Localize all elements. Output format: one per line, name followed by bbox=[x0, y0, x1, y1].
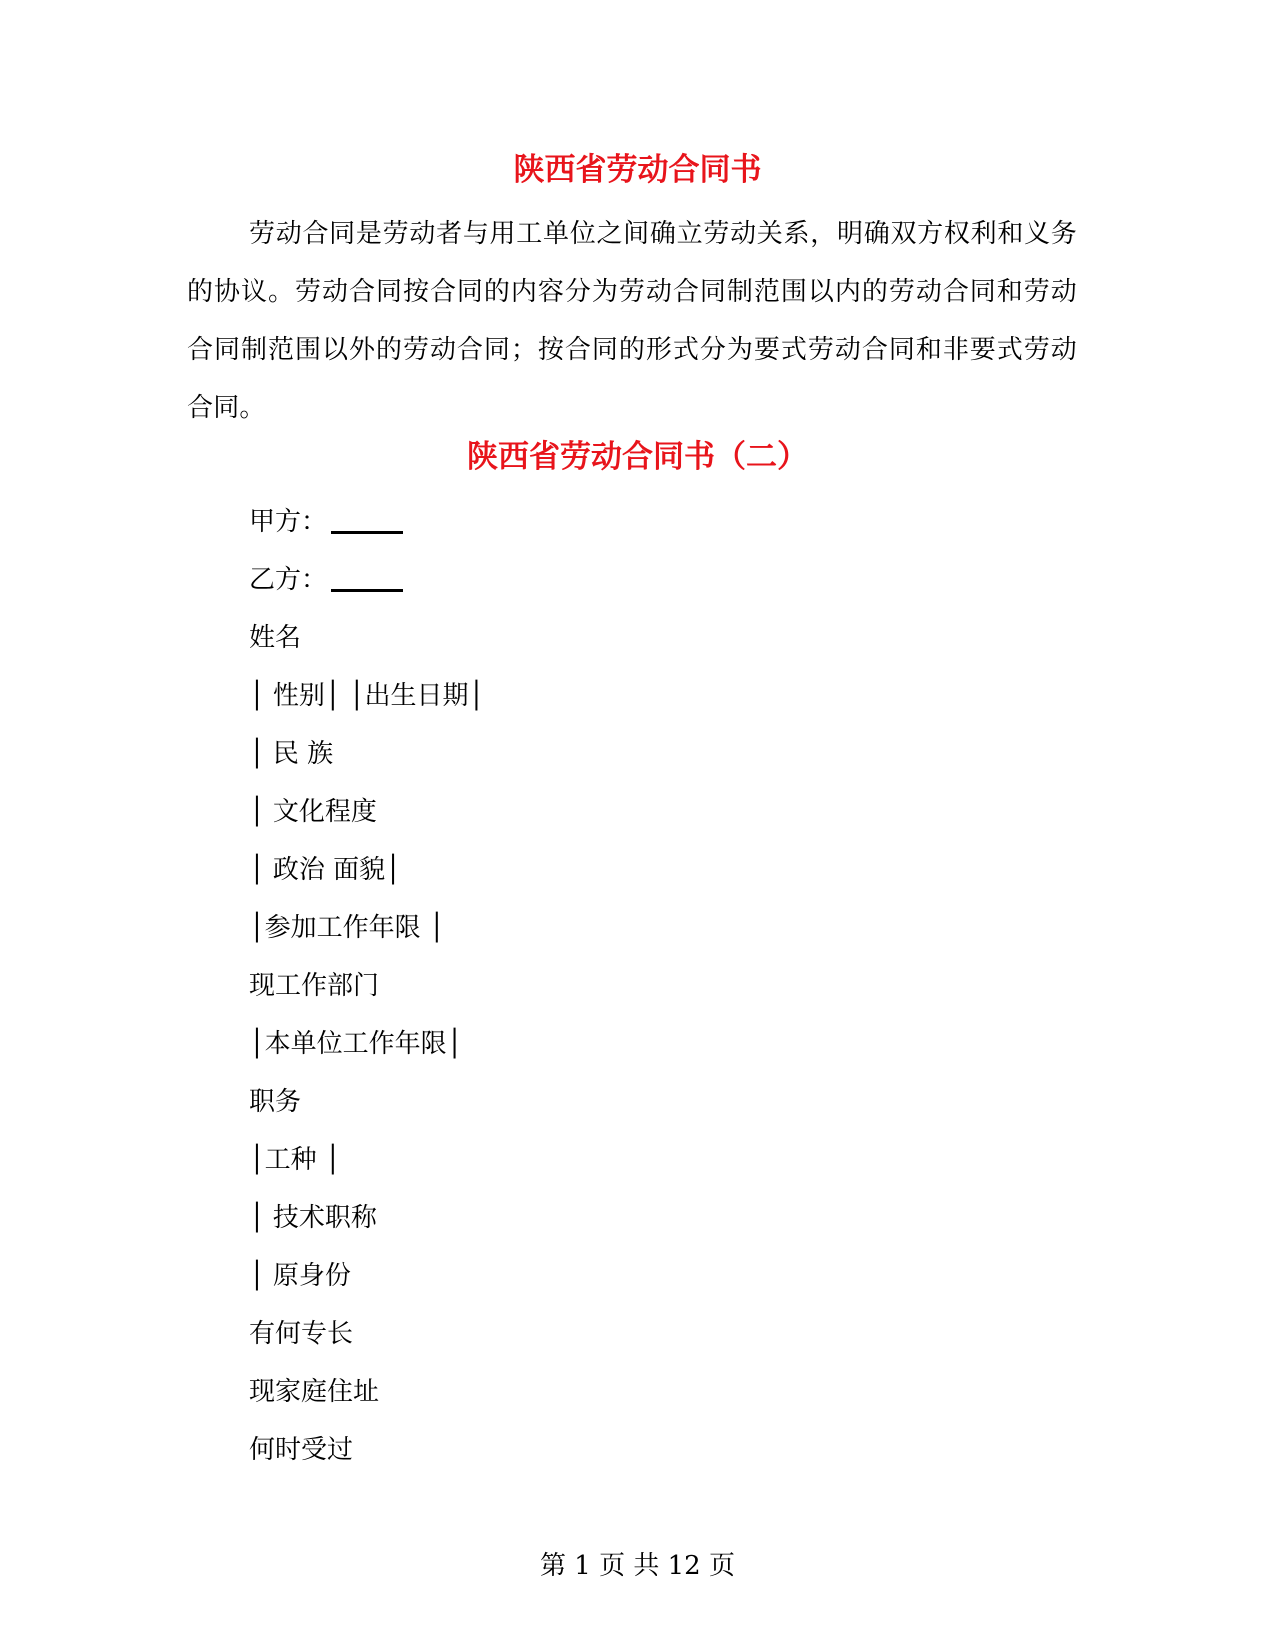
field-home-address: 现家庭住址 bbox=[249, 1377, 380, 1407]
party-b-label: 乙方： bbox=[249, 565, 328, 595]
field-political-status: │ 政治 面貌│ bbox=[249, 855, 401, 885]
field-years-working: │参加工作年限 │ bbox=[249, 913, 445, 943]
field-years-at-unit: │本单位工作年限│ bbox=[249, 1029, 463, 1059]
field-job-type: │工种 │ bbox=[249, 1145, 341, 1175]
form-fields bbox=[249, 493, 484, 1479]
party-a-row bbox=[249, 493, 484, 551]
party-b-row bbox=[249, 551, 484, 609]
field-position: 职务 bbox=[249, 1087, 302, 1117]
party-a-label: 甲方： bbox=[249, 507, 328, 537]
field-gender-birthdate: │ 性别│ │出生日期│ bbox=[249, 681, 485, 711]
party-a-blank bbox=[331, 505, 403, 534]
field-when-received: 何时受过 bbox=[249, 1435, 354, 1465]
field-name: 姓名 bbox=[249, 623, 302, 653]
field-ethnicity: │ 民 族 bbox=[249, 739, 334, 769]
document-subtitle: 陕西省劳动合同书（二） bbox=[467, 439, 808, 475]
field-technical-title: │ 技术职称 bbox=[249, 1203, 377, 1233]
field-current-department: 现工作部门 bbox=[249, 971, 380, 1001]
party-b-blank bbox=[331, 563, 403, 592]
document-title: 陕西省劳动合同书 bbox=[513, 152, 762, 188]
page-footer: 第 1 页 共 12 页 bbox=[540, 1551, 735, 1581]
intro-paragraph: 劳动合同是劳动者与用工单位之间确立劳动关系，明确双方权利和义务的协议。劳动合同按合同的内容分为劳动合同制范围以内的劳动合同和劳动合同制范围以外的劳动合同；按合同的形式分为要式劳动合同和非要式劳动合同。 bbox=[187, 219, 1077, 423]
field-education: │ 文化程度 bbox=[249, 797, 377, 827]
field-specialty: 有何专长 bbox=[249, 1319, 354, 1349]
field-original-status: │ 原身份 bbox=[249, 1261, 351, 1291]
